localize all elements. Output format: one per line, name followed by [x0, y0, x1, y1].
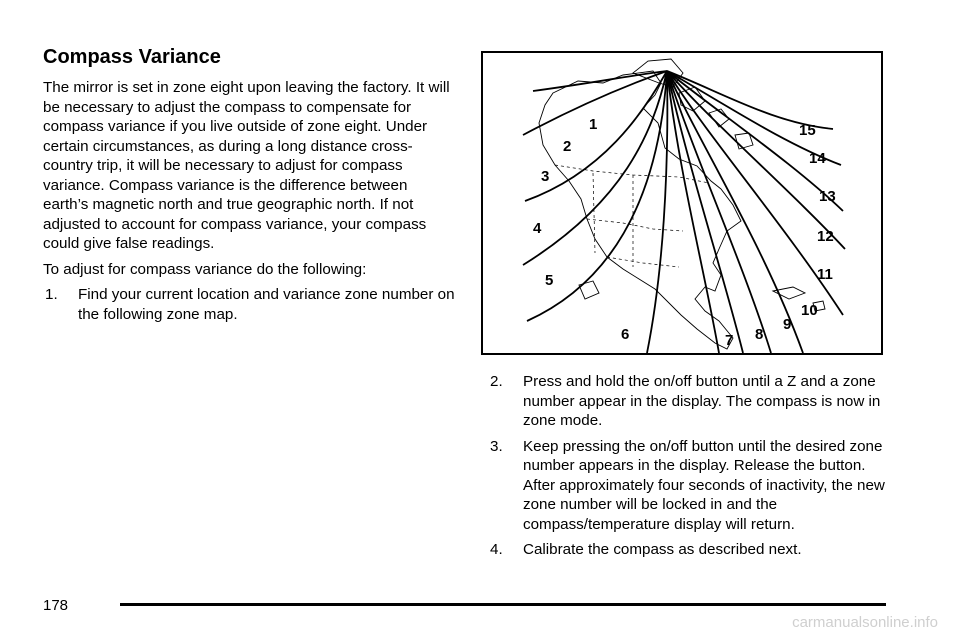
isogonic-line-6	[647, 71, 667, 353]
lead-in-paragraph: To adjust for compass variance do the following:	[43, 260, 367, 278]
step-text: Keep pressing the on/off button until the desired zone number appears in the display. Release the button. After approximately four seconds of inactivity, the new zone number will be locked in and the compass/temperature display will return.	[523, 437, 885, 533]
step-text: Calibrate the compass as described next.	[523, 541, 802, 558]
right-column	[490, 372, 890, 566]
zone-label-3: 3	[541, 168, 550, 185]
zone-map-figure	[483, 53, 881, 353]
section-heading: Compass Variance	[43, 46, 221, 68]
zone-label-9: 9	[783, 316, 792, 333]
zone-label-13: 13	[819, 188, 836, 205]
zone-label-7: 7	[725, 332, 734, 349]
step-number: 1.	[45, 286, 58, 303]
zone-label-15: 15	[799, 122, 816, 139]
zone-label-2: 2	[563, 138, 572, 155]
step-number: 2.	[490, 373, 503, 390]
zone-label-10: 10	[801, 302, 818, 319]
step-number: 4.	[490, 541, 503, 558]
left-column	[43, 44, 455, 324]
zone-label-6: 6	[621, 326, 630, 343]
zone-map	[481, 51, 883, 355]
zone-label-4: 4	[533, 220, 542, 237]
step-4	[490, 540, 890, 560]
isogonic-line-7	[667, 71, 719, 353]
isogonic-line-1	[533, 71, 667, 91]
zone-label-12: 12	[817, 228, 834, 245]
step-1	[45, 285, 455, 324]
zone-label-1: 1	[589, 116, 598, 133]
isogonic-line-13	[667, 71, 843, 211]
zone-label-14: 14	[809, 150, 826, 167]
isogonic-line-9	[667, 71, 771, 353]
zone-label-11: 11	[817, 266, 833, 283]
step-text: Press and hold the on/off button until a Z and a zone number appear in the display. The compass is now in zone mode.	[523, 373, 881, 429]
watermark: carmanualsonline.info	[792, 614, 938, 631]
zone-label-8: 8	[755, 326, 764, 343]
footer-rule	[120, 603, 886, 606]
zone-labels	[533, 116, 836, 349]
intro-paragraph: The mirror is set in zone eight upon leaving the factory. It will be necessary to adjust the compass to compensate for compass variance if you live outside of zone eight. Under certain circumstances, as during a long distance cross-country trip, it will be necessary to adjust for compass variance. Compass variance is the difference between earth’s magnetic north and true geographic north. If not adjusted to account for compass variance, your compass could give false readings.	[43, 79, 450, 252]
step-3	[490, 437, 890, 535]
step-2	[490, 372, 890, 431]
isogonic-line-10	[667, 71, 803, 353]
zone-label-5: 5	[545, 272, 554, 289]
step-number: 3.	[490, 437, 503, 455]
step-text: Find your current location and variance zone number on the following zone map.	[78, 286, 455, 323]
page-number: 178	[43, 597, 69, 614]
isogonic-lines	[523, 71, 845, 353]
